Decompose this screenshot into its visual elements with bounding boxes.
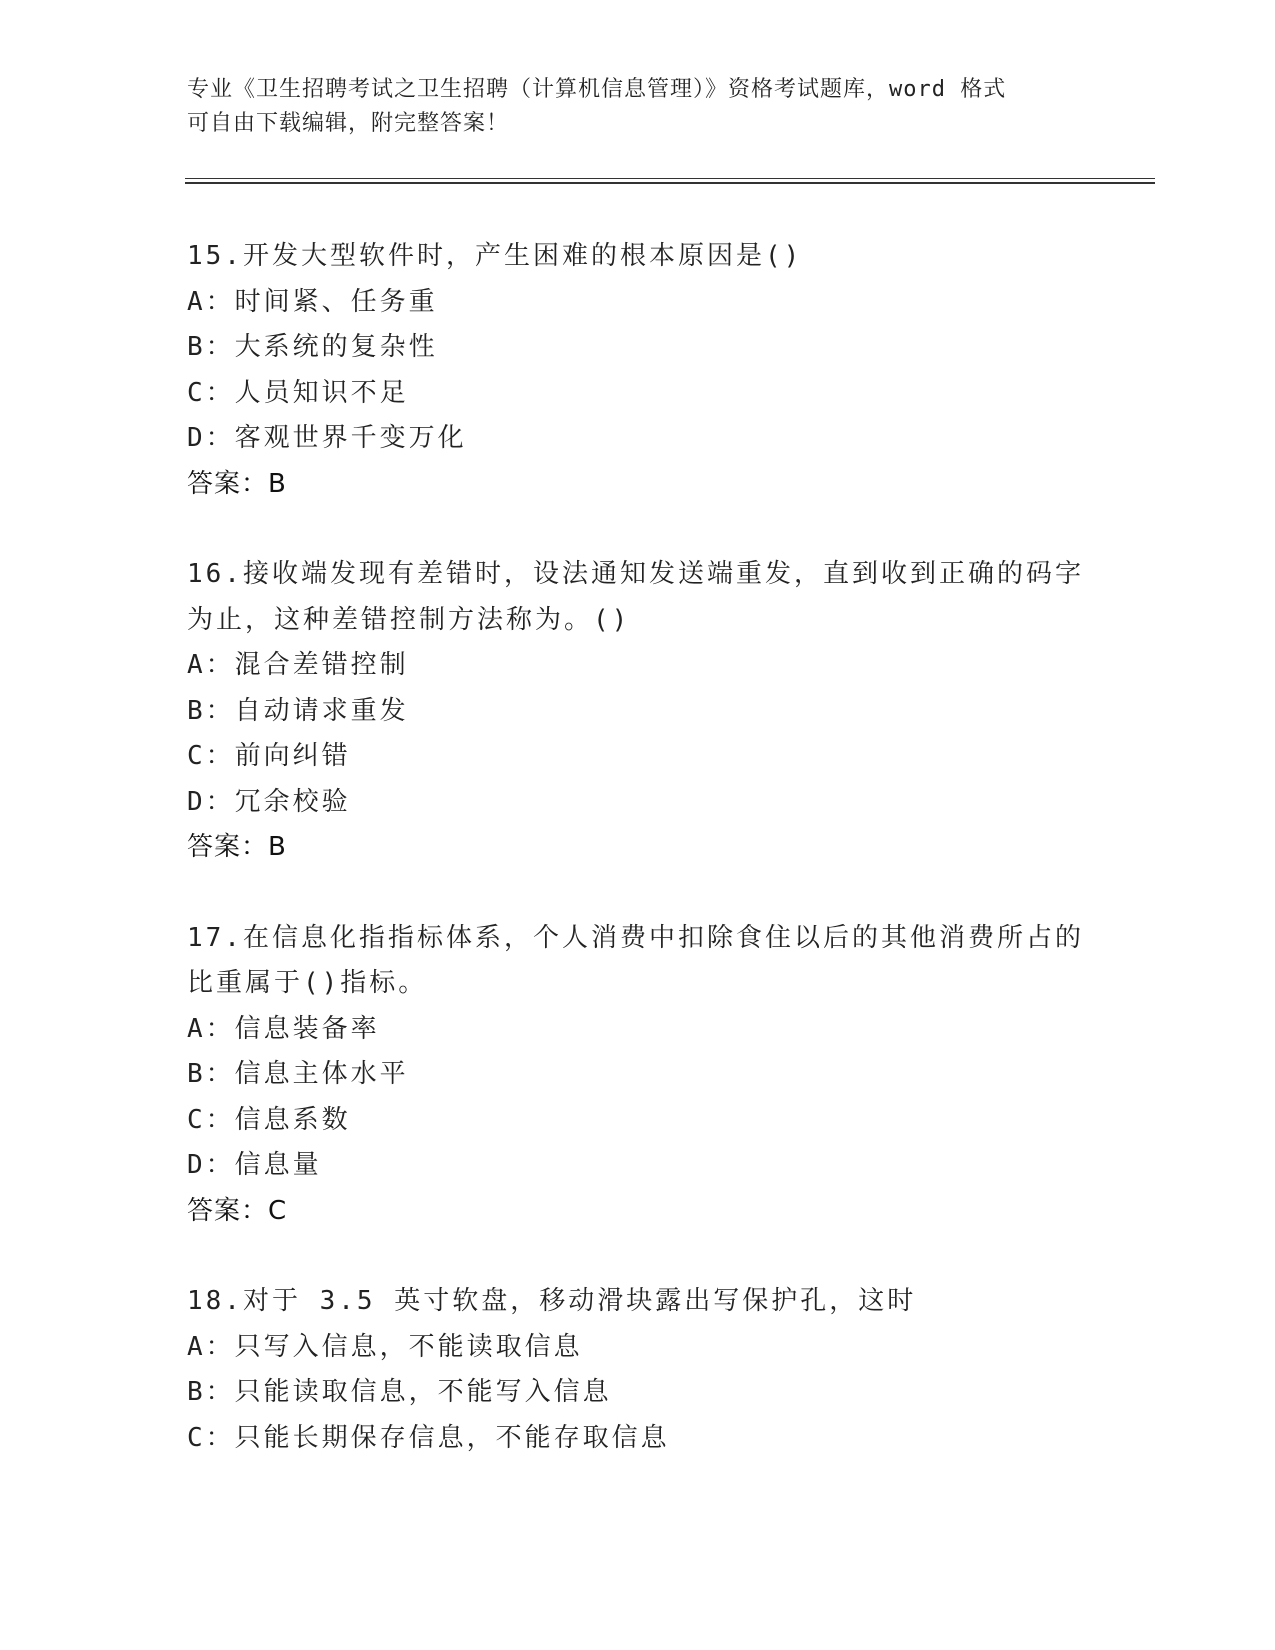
- option-d: D：信息量: [187, 1150, 322, 1180]
- question-stem-continued: 比重属于()指标。: [187, 968, 428, 998]
- option-b: B：大系统的复杂性: [187, 332, 438, 362]
- question-17: [187, 916, 1087, 1235]
- option-a: A：混合差错控制: [187, 650, 409, 680]
- option-b: B：自动请求重发: [187, 695, 409, 726]
- question-stem: 17.在信息化指指标体系，个人消费中扣除食住以后的其他消费所占的: [187, 922, 1084, 953]
- option-b: B：信息主体水平: [187, 1059, 409, 1089]
- answer-line: 答案：B: [187, 468, 287, 499]
- option-a: A：只写入信息，不能读取信息: [187, 1331, 583, 1362]
- option-d: D：冗余校验: [187, 786, 351, 817]
- option-c: C：人员知识不足: [187, 377, 409, 408]
- question-stem: 16.接收端发现有差错时，设法通知发送端重发，直到收到正确的码字: [187, 559, 1084, 589]
- question-stem: 15.开发大型软件时，产生困难的根本原因是(): [187, 241, 803, 271]
- header-line-1: 专业《卫生招聘考试之卫生招聘（计算机信息管理）》资格考试题库，word 格式: [187, 77, 1007, 102]
- option-b: B：只能读取信息，不能写入信息: [187, 1377, 612, 1407]
- question-15: [187, 234, 1087, 507]
- question-16: [187, 552, 1087, 871]
- option-c: C：只能长期保存信息，不能存取信息: [187, 1422, 670, 1453]
- question-stem-continued: 为止，这种差错控制方法称为。(): [187, 604, 631, 635]
- header-divider-top: [185, 178, 1155, 179]
- answer-line: 答案：B: [187, 832, 287, 862]
- header-line-2: 可自由下载编辑，附完整答案！: [187, 111, 510, 136]
- document-header: [187, 73, 1087, 141]
- option-d: D：客观世界千变万化: [187, 423, 467, 453]
- header-divider-bottom: [185, 182, 1155, 184]
- question-18: [187, 1279, 1087, 1461]
- answer-line: 答案：C: [187, 1195, 288, 1226]
- option-a: A：信息装备率: [187, 1013, 380, 1044]
- question-stem: 18.对于 3.5 英寸软盘，移动滑块露出写保护孔，这时: [187, 1286, 917, 1316]
- option-c: C：信息系数: [187, 1104, 351, 1135]
- option-a: A：时间紧、任务重: [187, 286, 438, 317]
- question-list: [187, 234, 1087, 1506]
- option-c: C：前向纠错: [187, 741, 351, 771]
